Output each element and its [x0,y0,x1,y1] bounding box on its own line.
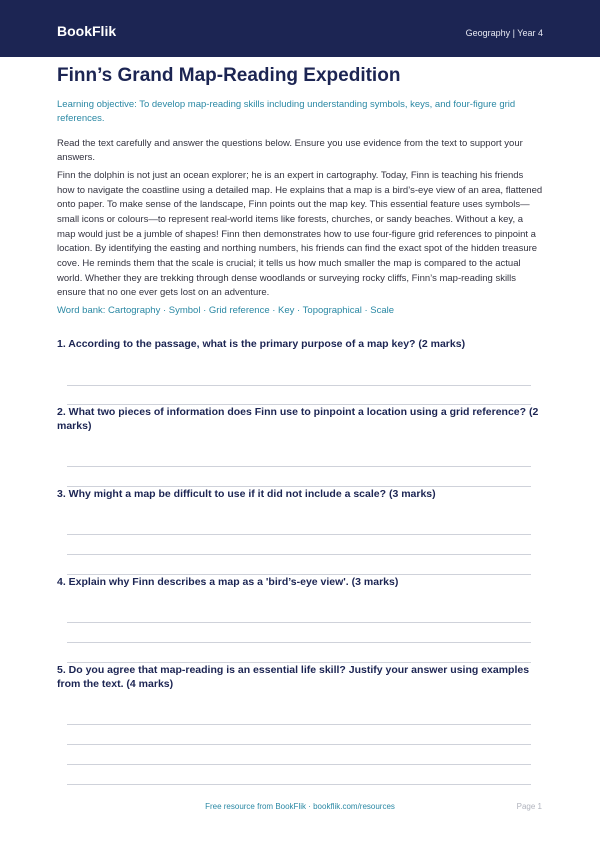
question-4: 4. Explain why Finn describes a map as a 'bird’s-eye view'. (3 marks) [57,576,399,588]
answer-line[interactable] [67,764,531,765]
page-number: Page 1 [516,802,542,811]
answer-line[interactable] [67,744,531,745]
question-3: 3. Why might a map be difficult to use if it did not include a scale? (3 marks) [57,488,436,500]
answer-line[interactable] [67,784,531,785]
reading-passage: Finn the dolphin is not just an ocean explorer; he is an expert in cartography. Today, Finn is teaching his friends how to navigate the coastline using a detailed map. He explains that a map is a bird’s-eye view of an area, flattened onto paper. To make sense of the landscape, Finn points out the map key. This essential feature uses symbols—small icons or colours—to represent real-world items like forests, churches, or sandy beaches. Without a key, a map would just be a jumble of shapes! Finn then demonstrates how to use four-figure grid references to pinpoint a location. By identifying the easting and northing numbers, his friends can find the exact spot of the hidden treasure cove. He reminds them that the scale is crucial; it tells us how much smaller the map is compared to the actual world. Whether they are trekking through dense woodlands or surveying rocky cliffs, Finn’s map-reading skills ensure that no one ever gets lost on an adventure. [57,170,543,299]
question-2: 2. What two pieces of information does Finn use to pinpoint a location using a grid reference? (2 marks) [57,406,539,432]
answer-line[interactable] [67,466,531,467]
answer-line[interactable] [67,534,531,535]
answer-line[interactable] [67,554,531,555]
instructions: Read the text carefully and answer the questions below. Ensure you use evidence from the text to support your answers. [57,138,523,163]
question-1: 1. According to the passage, what is the primary purpose of a map key? (2 marks) [57,338,466,350]
page-title: Finn’s Grand Map-Reading Expedition [57,65,401,86]
word-bank: Word bank: Cartography · Symbol · Grid reference · Key · Topographical · Scale [57,305,395,316]
question-5: 5. Do you agree that map-reading is an essential life skill? Justify your answer using examples from the text. (4 marks) [57,664,530,690]
answer-line[interactable] [67,724,531,725]
header-bar [0,0,600,57]
learning-objective: Learning objective: To develop map-reading skills including understanding symbols, keys, and four-figure grid references. [57,99,516,124]
brand-logo-text: BookFlik [57,23,117,39]
answer-line[interactable] [67,385,531,386]
answer-line[interactable] [67,622,531,623]
answer-line[interactable] [67,642,531,643]
subject-year-label: Geography | Year 4 [465,28,543,38]
footer-credit: Free resource from BookFlik · bookflik.com/resources [205,802,395,811]
